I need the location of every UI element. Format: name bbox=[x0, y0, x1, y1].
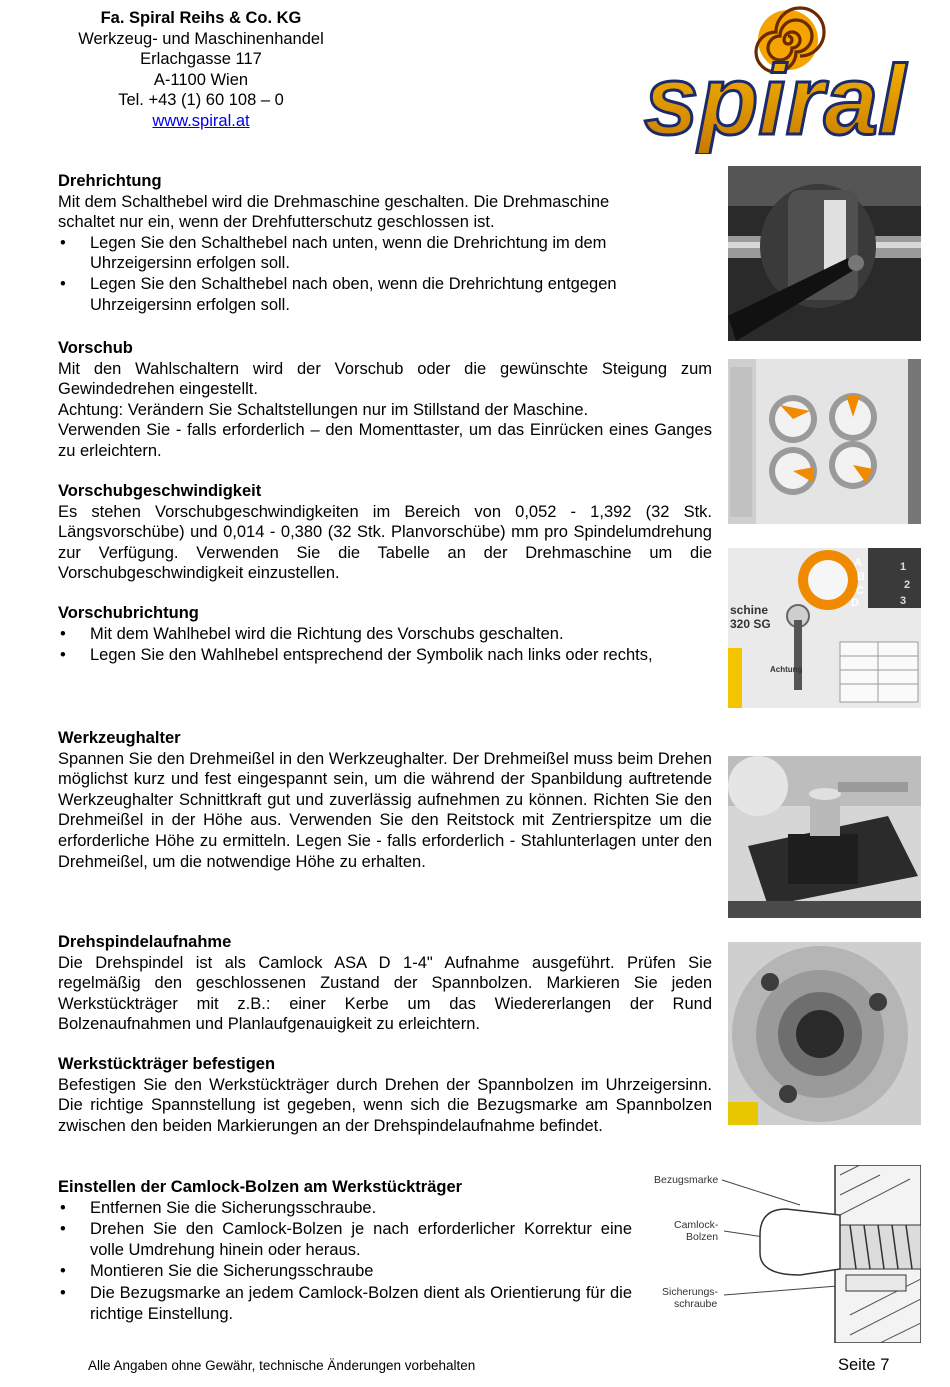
company-header bbox=[50, 8, 352, 131]
company-phone: Tel. +43 (1) 60 108 – 0 bbox=[118, 91, 284, 109]
dial-number: 1 bbox=[900, 561, 907, 573]
section-text: Spannen Sie den Drehmeißel in den Werkzeughalter. Der Drehmeißel muss beim Drehen möglichst kurz und fest eingespannt sein, um die während der Spanbildung auftretende Werkzeughalter Schnittkraft gut und zuverlässig aufnehmen zu können. Richten Sie den Drehmeißel in der Höhe aus. Verwenden Sie den Reitstock mit Zentrierspitze um die erforderliche Höhe zu ermitteln. Legen Sie - falls erforderlich - Stahlunterlagen unter den Drehmeißel, um die notwendige Höhe zu erhalten. bbox=[58, 749, 712, 871]
section-text: Befestigen Sie den Werkstückträger durch Drehen der Spannbolzen im Uhrzeigersinn. Die richtige Spannstellung ist gegeben, wenn sich die Bezugsmarke am Spannbolzen zwischen den beiden Markierungen an der Drehspindelaufnahme befindet. bbox=[58, 1075, 712, 1135]
section-title: Einstellen der Camlock-Bolzen am Werkstückträger bbox=[58, 1178, 463, 1196]
section-text: Mit dem Schalthebel wird die Drehmaschine geschalten. Die Drehmaschine schaltet nur ein, wenn der Drehfutterschutz geschlossen ist. bbox=[58, 192, 610, 232]
photo-camlock-spindle bbox=[728, 942, 921, 1125]
dial-letter: A bbox=[854, 557, 862, 569]
section-title: Vorschubrichtung bbox=[58, 604, 199, 622]
section-werkstuecktraeger-befestigen bbox=[58, 1054, 712, 1136]
list-item: • Mit dem Wahlhebel wird die Richtung des Vorschubs geschalten. bbox=[60, 624, 564, 643]
footer-disclaimer: Alle Angaben ohne Gewähr, technische Änderungen vorbehalten bbox=[88, 1358, 476, 1373]
photo-tool-holder bbox=[728, 756, 921, 918]
label-sicherungsschraube: Sicherungs- bbox=[662, 1286, 719, 1298]
camlock-bolt-diagram bbox=[650, 1165, 921, 1343]
section-text: Achtung: Verändern Sie Schaltstellungen nur im Stillstand der Maschine. bbox=[58, 400, 589, 419]
dial-icon bbox=[769, 395, 817, 443]
section-title: Vorschubgeschwindigkeit bbox=[58, 482, 262, 500]
dial-icon bbox=[829, 393, 877, 441]
dial-number: 3 bbox=[900, 595, 907, 607]
dial-letter: C bbox=[856, 585, 864, 597]
label-bezugsmarke: Bezugsmarke bbox=[654, 1174, 719, 1186]
dial-number: 2 bbox=[904, 579, 911, 591]
company-subtitle: Werkzeug- und Maschinenhandel bbox=[78, 29, 324, 48]
dial-letter: D bbox=[851, 597, 859, 609]
section-title: Vorschub bbox=[58, 339, 133, 357]
list-item: • Legen Sie den Wahlhebel entsprechend der Symbolik nach links oder rechts, bbox=[60, 646, 653, 665]
section-text: Mit den Wahlschaltern wird der Vorschub oder die gewünschte Steigung zum Gewindedrehen eingestellt. bbox=[58, 359, 712, 399]
section-text: Es stehen Vorschubgeschwindigkeiten im Bereich von 0,052 - 1,392 (32 Stk. Längsvorschübe) und 0,014 - 0,380 (32 Stk. Planvorschübe) mm pro Spindelumdrehung zur Verfügung. Verwenden Sie die Tabelle an der Drehmaschine um die Vorschubgeschwindigkeit einzustellen. bbox=[58, 502, 712, 583]
section-text: Verwenden Sie - falls erforderlich – den Momenttaster, um das Einrücken eines Ganges zu erleichtern. bbox=[58, 421, 712, 460]
bullet-list bbox=[58, 624, 712, 666]
section-vorschub bbox=[58, 338, 712, 462]
section-werkzeughalter bbox=[58, 728, 712, 872]
photo-switch-lever bbox=[728, 166, 921, 341]
section-title: Drehrichtung bbox=[58, 172, 162, 190]
dial-icon bbox=[829, 441, 877, 489]
bullet-list bbox=[58, 1198, 632, 1325]
bullet-list bbox=[58, 233, 658, 315]
dial-letter: B bbox=[857, 571, 865, 583]
section-title: Werkstückträger befestigen bbox=[58, 1055, 276, 1073]
warning-label: Achtung bbox=[770, 665, 803, 674]
list-item: • Die Bezugsmarke an jedem Camlock-Bolzen dient als Orientierung für die richtige Einstellung. bbox=[60, 1283, 632, 1323]
section-title: Drehspindelaufnahme bbox=[58, 933, 232, 951]
spiral-logo bbox=[640, 6, 922, 154]
section-title: Werkzeughalter bbox=[58, 729, 181, 747]
section-vorschubgeschwindigkeit bbox=[58, 481, 712, 584]
list-item: • Montieren Sie die Sicherungsschraube bbox=[60, 1262, 374, 1281]
label-camlock-bolzen: Bolzen bbox=[686, 1231, 719, 1243]
company-street: Erlachgasse 117 bbox=[140, 50, 262, 68]
panel-label: schine 320 SG bbox=[730, 603, 771, 631]
photo-feed-direction-panel bbox=[728, 548, 921, 708]
label-camlock-bolzen: Camlock- bbox=[674, 1219, 719, 1231]
page-number: Seite 7 bbox=[838, 1356, 890, 1374]
dial-icon bbox=[769, 447, 817, 495]
section-camlock-einstellen bbox=[58, 1177, 632, 1324]
photo-feed-dials bbox=[728, 359, 921, 524]
list-item: • Legen Sie den Schalthebel nach oben, wenn die Drehrichtung entgegen Uhrzeigersinn erfolgen soll. bbox=[60, 274, 617, 314]
label-sicherungsschraube: schraube bbox=[674, 1298, 718, 1310]
section-vorschubrichtung bbox=[58, 603, 712, 666]
company-website-link[interactable]: www.spiral.at bbox=[152, 111, 250, 130]
list-item: • Legen Sie den Schalthebel nach unten, wenn die Drehrichtung im dem Uhrzeigersinn erfolgen soll. bbox=[60, 233, 607, 273]
section-drehrichtung bbox=[58, 171, 658, 315]
section-text: Die Drehspindel ist als Camlock ASA D 1-4" Aufnahme ausgeführt. Prüfen Sie regelmäßig den geschlossenen Zustand der Spannbolzen. Markieren Sie jeden Werkstückträger mit z.B.: einer Kerbe um das Wiedererlangen der Rund Bolzenaufnahmen und Planlaufgenauigkeit zu erleichtern. bbox=[58, 953, 712, 1034]
logo-wordmark: spiral bbox=[644, 45, 906, 154]
company-city: A-1100 Wien bbox=[153, 70, 249, 89]
list-item: • Drehen Sie den Camlock-Bolzen je nach erforderlicher Korrektur eine volle Umdrehung hinein oder heraus. bbox=[60, 1220, 632, 1259]
company-name: Fa. Spiral Reihs & Co. KG bbox=[100, 9, 302, 27]
section-drehspindelaufnahme bbox=[58, 932, 712, 1035]
list-item: • Entfernen Sie die Sicherungsschraube. bbox=[60, 1198, 377, 1217]
